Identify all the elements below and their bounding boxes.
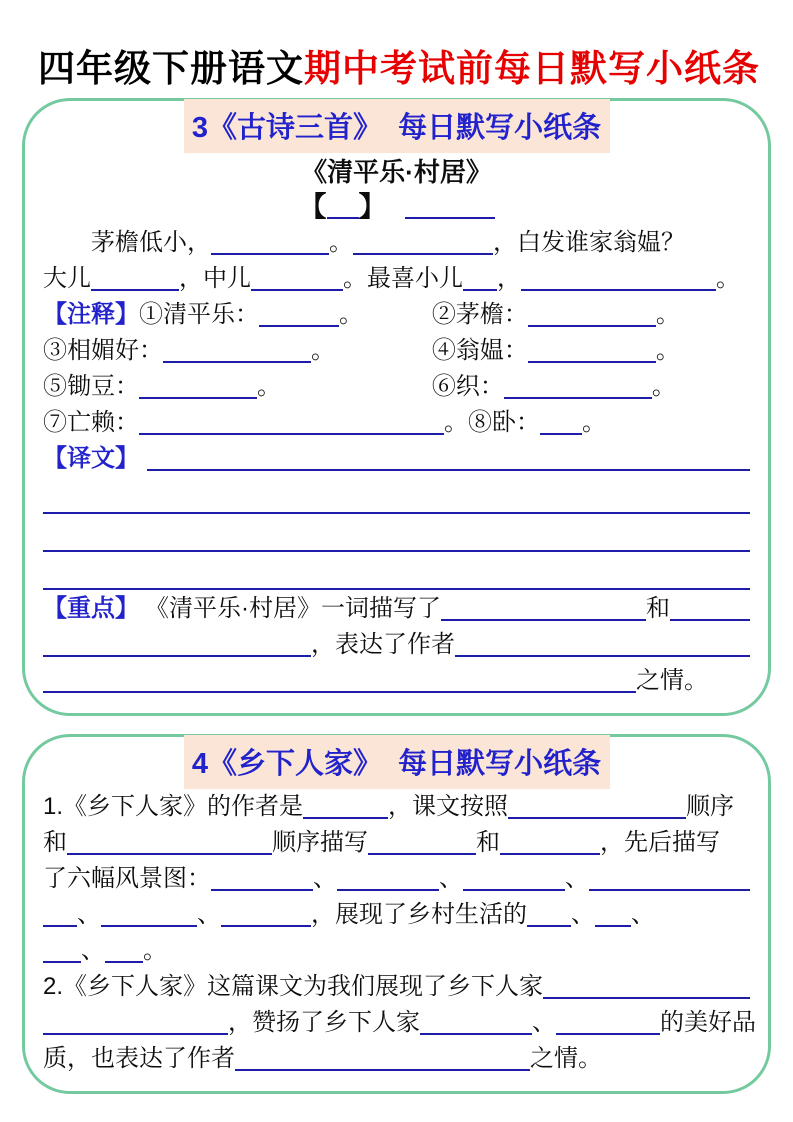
poem-line-2 (43, 261, 750, 297)
text-segment: ②茅檐： (431, 301, 528, 328)
text-segment: 茅檐低小， (91, 229, 211, 256)
text-segment: ⑥织： (431, 373, 504, 400)
text-segment: ，赞扬了乡下人家 (228, 1009, 420, 1036)
section-label: 【重点】 (43, 595, 139, 622)
text-segment: ，展现了乡村生活的 (311, 901, 527, 928)
fill-in-blank[interactable] (43, 961, 81, 963)
fill-in-blank[interactable] (595, 925, 631, 927)
fill-in-blank[interactable] (101, 925, 197, 927)
text-segment: 、 (571, 901, 595, 928)
text-segment: ，白发谁家翁媪？ (493, 229, 685, 256)
dynasty-author-line (43, 189, 750, 225)
text-segment: ①清平乐： (139, 301, 259, 328)
poem-line-1 (43, 225, 750, 261)
text-segment: 的美好品 (660, 1009, 756, 1036)
note-column-2 (432, 297, 750, 333)
text-segment: 质，也表达了作者 (43, 1045, 235, 1072)
fill-in-blank[interactable] (327, 217, 359, 219)
fill-in-blank[interactable] (441, 619, 646, 621)
text-segment: 、 (532, 1009, 556, 1036)
fill-in-blank[interactable] (67, 853, 272, 855)
fill-in-blank[interactable] (521, 289, 716, 291)
fill-in-blank[interactable] (105, 961, 143, 963)
q1-line-5 (43, 933, 750, 969)
q1-line-2 (43, 825, 750, 861)
text-segment: ⑤锄豆： (43, 373, 139, 400)
text-segment: 。 (655, 337, 680, 364)
fill-in-blank[interactable] (221, 925, 311, 927)
note-row-4 (43, 405, 750, 441)
text-segment: 、 (439, 865, 463, 892)
fill-in-blank[interactable] (528, 361, 656, 363)
poem-title: 《清平乐·村居》 (301, 157, 492, 187)
fill-in-blank[interactable] (43, 1033, 228, 1035)
text-segment: 。 (311, 337, 335, 364)
text-segment: 。 (655, 301, 680, 328)
fill-in-blank[interactable] (303, 817, 388, 819)
text-segment: 了六幅风景图： (43, 865, 211, 892)
text-segment: 之情。 (530, 1045, 602, 1072)
fill-in-blank[interactable] (528, 325, 656, 327)
text-segment: 顺序描写 (272, 829, 368, 856)
note-row-2 (43, 333, 750, 369)
fill-in-blank[interactable] (368, 853, 476, 855)
fill-in-blank[interactable] (147, 469, 750, 471)
text-segment: 和 (646, 595, 670, 622)
q1-line-3 (43, 861, 750, 897)
section-label: 【注释】 (43, 301, 139, 328)
keypoint-line-3 (43, 663, 750, 699)
fill-in-blank[interactable] (211, 253, 329, 255)
text-segment: ④翁媪： (431, 337, 528, 364)
text-segment: 、 (77, 901, 101, 928)
text-segment: ③相媚好： (43, 337, 163, 364)
fill-in-blank[interactable] (43, 691, 636, 693)
text-segment: 和 (476, 829, 500, 856)
note-column-1 (43, 333, 432, 369)
fill-in-blank[interactable] (353, 253, 493, 255)
text-segment: 。 (143, 937, 167, 964)
text-segment: ，先后描写 (600, 829, 720, 856)
text-segment: 《清平乐·村居》一词描写了 (145, 595, 441, 622)
fill-in-blank[interactable] (463, 889, 565, 891)
text-segment: 和 (43, 829, 67, 856)
fill-in-blank[interactable] (139, 397, 257, 399)
text-segment: 之情。 (636, 667, 708, 694)
worksheet-card-xiangxiarenjia (22, 734, 771, 1094)
fill-in-blank[interactable] (259, 325, 339, 327)
text-segment: 。 (339, 301, 363, 328)
fill-in-blank[interactable] (251, 289, 343, 291)
text-segment: 1.《乡下人家》的作者是 (43, 793, 304, 820)
text-segment: 顺序 (686, 793, 735, 820)
text-segment: ⑦亡赖： (43, 409, 139, 436)
fill-in-blank[interactable] (504, 397, 652, 399)
writing-line[interactable] (43, 515, 750, 552)
text-segment: 。 (257, 373, 281, 400)
text-segment: ，课文按照 (388, 793, 509, 820)
text-segment: 、 (197, 901, 221, 928)
card2-body (43, 789, 756, 1077)
fill-in-blank[interactable] (670, 619, 750, 621)
fill-in-blank[interactable] (139, 433, 444, 435)
fill-in-blank[interactable] (405, 217, 495, 219)
note-column-2 (432, 369, 750, 405)
section-label: 【译文】 (43, 445, 139, 472)
fill-in-blank[interactable] (337, 889, 439, 891)
note-row-1 (43, 297, 750, 333)
fill-in-blank[interactable] (540, 433, 582, 435)
text-segment: 。 (716, 265, 740, 292)
keypoint-line-1 (43, 591, 750, 627)
writing-line[interactable] (43, 477, 750, 514)
text-segment: 。 (329, 229, 353, 256)
fill-in-blank[interactable] (556, 1033, 660, 1035)
fill-in-blank[interactable] (527, 925, 571, 927)
fill-in-blank[interactable] (43, 655, 311, 657)
card-header-xiangxiarenjia: 4《乡下人家》 每日默写小纸条 (184, 735, 610, 789)
fill-in-blank[interactable] (91, 289, 179, 291)
fill-in-blank[interactable] (420, 1033, 532, 1035)
page-title (22, 16, 771, 98)
text-segment: 。 (582, 409, 606, 436)
q1-line-1 (43, 789, 750, 825)
fill-in-blank[interactable] (163, 361, 311, 363)
text-segment: 。 (651, 373, 676, 400)
page-title-black: 四年级下册语文 (38, 48, 304, 89)
text-segment: ，表达了作者 (311, 631, 455, 658)
keypoint-line-2 (43, 627, 750, 663)
note-row-3 (43, 369, 750, 405)
worksheet-card-gushisanshou (22, 98, 771, 716)
translation-line (43, 441, 750, 477)
note-column-2 (432, 333, 750, 369)
text-segment: 、 (631, 901, 655, 928)
text-segment: ， (497, 265, 521, 292)
fill-in-blank[interactable] (589, 889, 750, 891)
fill-in-blank[interactable] (508, 817, 686, 819)
bracket-glyph: 【 (298, 191, 327, 222)
fill-in-blank[interactable] (463, 289, 497, 291)
bracket-glyph: 】 (358, 191, 387, 222)
text-segment: 2.《乡下人家》这篇课文为我们展现了乡下人家 (43, 973, 544, 1000)
q2-line-3 (43, 1041, 750, 1077)
fill-in-blank[interactable] (500, 853, 600, 855)
q2-line-2 (43, 1005, 756, 1041)
fill-in-blank[interactable] (43, 925, 77, 927)
text-segment: 大儿 (43, 265, 91, 292)
text-segment: 、 (313, 865, 337, 892)
text-segment: ，中儿 (179, 265, 251, 292)
note-column-1 (43, 297, 432, 333)
fill-in-blank[interactable] (455, 655, 750, 657)
page-title-red: 期中考试前每日默写小纸条 (304, 48, 760, 89)
fill-in-blank[interactable] (211, 889, 313, 891)
fill-in-blank[interactable] (543, 997, 750, 999)
fill-in-blank[interactable] (235, 1069, 530, 1071)
note-column-1 (43, 369, 432, 405)
text-segment: 。⑧卧： (444, 409, 540, 436)
text-segment: 、 (81, 937, 105, 964)
card1-body (43, 189, 750, 699)
writing-line[interactable] (43, 553, 750, 590)
text-segment: 。最喜小儿 (343, 265, 463, 292)
card-header-gushisanshou: 3《古诗三首》 每日默写小纸条 (184, 99, 610, 153)
q2-line-1 (43, 969, 750, 1005)
text-segment: 、 (565, 865, 589, 892)
q1-line-4 (43, 897, 750, 933)
